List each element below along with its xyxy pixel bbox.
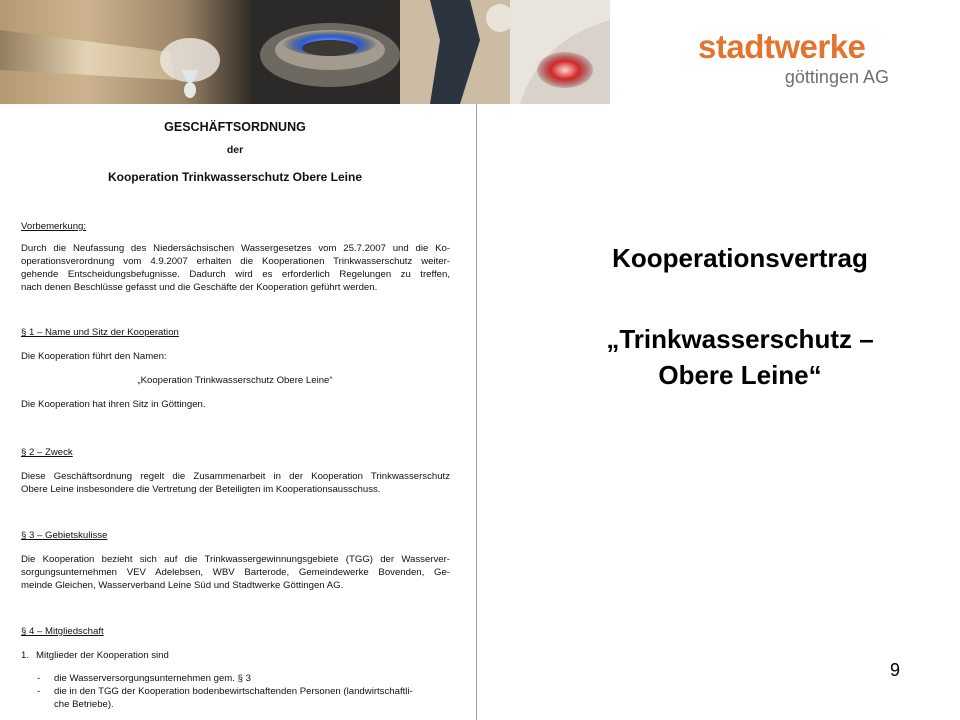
section-3-heading: § 3 – Gebietskulisse (21, 530, 108, 541)
paragraph-line: Diese Geschäftsordnung regelt die Zusammenarbeit in der Kooperation Trinkwasserschutz (21, 471, 450, 482)
section-4-bullet (37, 673, 251, 684)
item-text: Mitglieder der Kooperation sind (36, 650, 169, 661)
section-3-paragraph (21, 553, 450, 592)
vorbemerkung-heading: Vorbemerkung: (21, 221, 87, 232)
document-title: GESCHÄFTSORDNUNG (164, 120, 306, 134)
paragraph-line: Durch die Neufassung des Niedersächsischen Wassergesetzes vom 25.7.2007 und die Ko- (21, 243, 450, 254)
bullet-text: die Wasserversorgungsunternehmen gem. § 3 (54, 673, 251, 684)
page-number: 9 (890, 660, 901, 680)
document-title-connector: der (226, 144, 244, 156)
bullet-dash: - (37, 686, 41, 697)
item-number: 1. (21, 650, 30, 661)
scanned-document-page (0, 104, 477, 720)
slide-title-line-1: Kooperationsvertrag (612, 243, 868, 273)
paragraph-line: sorgungsunternehmen VEV Adelebsen, WBV Barterode, Gemeindewerke Bovenden, Ge- (21, 567, 450, 578)
paragraph-line: Die Kooperation bezieht sich auf die Trinkwassergewinnungsgebiete (TGG) der Wasserver- (21, 554, 450, 565)
logo-wordmark: stadtwerke (698, 28, 866, 65)
bullet-text: die in den TGG der Kooperation bodenbewirtschaftenden Personen (landwirtschaftli- (54, 686, 413, 697)
header-banner-image (0, 0, 610, 104)
bullet-dash: - (37, 673, 41, 684)
section-4-bullet-continuation (37, 699, 114, 710)
paragraph-line: Obere Leine insbesondere die Vertretung der Beteiligten im Kooperationsausschuss. (21, 484, 381, 495)
logo-location: göttingen AG (784, 67, 889, 87)
section-4-item (21, 650, 169, 661)
section-2-heading: § 2 – Zweck (21, 447, 73, 458)
section-2-paragraph (21, 470, 450, 496)
section-1-heading: § 1 – Name und Sitz der Kooperation (21, 327, 179, 338)
bullet-text: che Betriebe). (54, 699, 114, 710)
paragraph-line: meinde Gleichen, Wasserverband Leine Süd und Stadtwerke Göttingen AG. (21, 580, 344, 591)
section-1-text: Die Kooperation führt den Namen: (21, 351, 167, 362)
vorbemerkung-paragraph (21, 242, 450, 294)
paragraph-line: operationsverordnung vom 4.9.2007 erhalten die Kooperationen Trinkwasserschutz weiter- (21, 256, 450, 267)
document-subtitle: Kooperation Trinkwasserschutz Obere Leine (107, 170, 363, 184)
section-1-quote: „Kooperation Trinkwasserschutz Obere Leine“ (137, 375, 333, 386)
paragraph-line: gehende Entscheidungsbefugnisse. Dadurch wird es erforderlich Regelungen zu treffen, (21, 269, 450, 280)
company-logo (698, 30, 898, 90)
slide-title-line-3: Obere Leine“ (658, 360, 822, 390)
section-4-bullet (37, 686, 413, 697)
section-4-heading: § 4 – Mitgliedschaft (21, 626, 104, 637)
banner-collage-graphic (0, 0, 610, 104)
paragraph-line: nach denen Beschlüsse gefasst und die Geschäfte der Kooperation geführt werden. (21, 282, 378, 293)
slide-title-line-2: „Trinkwasserschutz – (606, 324, 874, 354)
section-1-seat: Die Kooperation hat ihren Sitz in Göttingen. (21, 399, 206, 410)
